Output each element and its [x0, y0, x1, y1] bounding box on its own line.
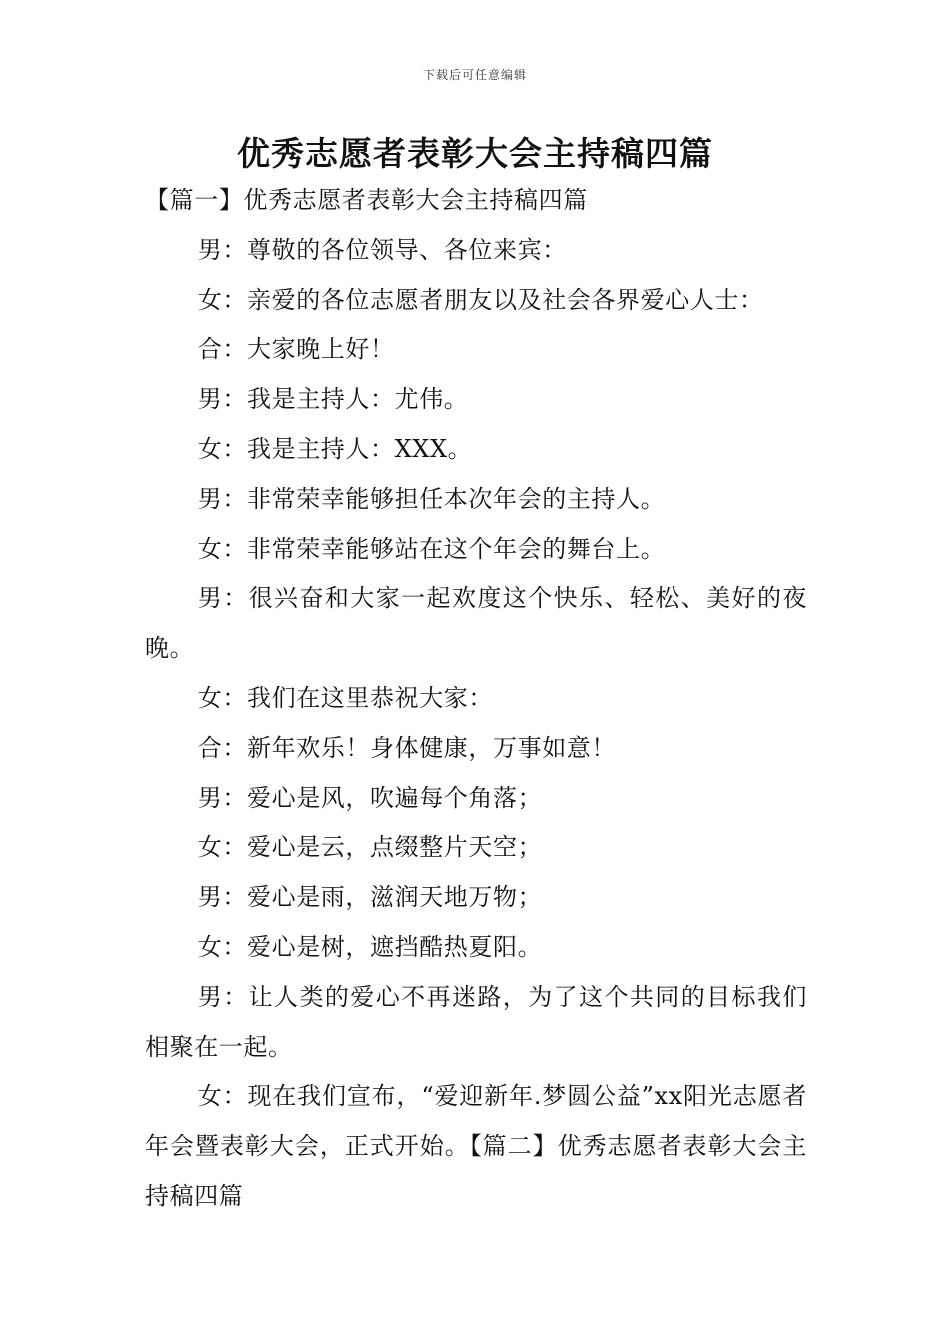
document-title: 优秀志愿者表彰大会主持稿四篇 — [237, 134, 713, 173]
paragraph: 男：很兴奋和大家一起欢度这个快乐、轻松、美好的夜晚。 — [145, 584, 807, 663]
paragraph: 男：我是主持人：尤伟。 — [197, 385, 469, 414]
paragraph: 女：非常荣幸能够站在这个年会的舞台上。 — [197, 534, 666, 563]
paragraph: 女：亲爱的各位志愿者朋友以及社会各界爱心人士： — [197, 285, 764, 314]
paragraph: 男：尊敬的各位领导、各位来宾： — [197, 235, 567, 264]
paragraph: 女：我是主持人：XXX。 — [197, 434, 473, 463]
paragraph: 男：非常荣幸能够担任本次年会的主持人。 — [197, 484, 666, 513]
header-note: 下载后可任意编辑 — [422, 68, 527, 82]
paragraph: 女：我们在这里恭祝大家： — [197, 683, 493, 712]
paragraph: 男：爱心是雨，滋润天地万物； — [197, 883, 543, 912]
section-heading: 【篇一】优秀志愿者表彰大会主持稿四篇 — [145, 186, 588, 214]
paragraph: 合：新年欢乐！身体健康，万事如意！ — [197, 733, 616, 762]
paragraph: 女：爱心是云，点缀整片天空； — [197, 833, 543, 862]
paragraph: 合：大家晚上好！ — [197, 335, 395, 364]
paragraph: 女：现在我们宣布，“爱迎新年.梦圆公益”xx阳光志愿者年会暨表彰大会，正式开始。【篇二】优秀志愿者表彰大会主持稿四篇 — [145, 1082, 807, 1210]
paragraph: 女：爱心是树，遮挡酷热夏阳。 — [197, 932, 543, 961]
document-body — [145, 176, 807, 1222]
paragraph: 男：爱心是风，吹遍每个角落； — [197, 783, 543, 812]
paragraph: 男：让人类的爱心不再迷路，为了这个共同的目标我们相聚在一起。 — [145, 982, 807, 1061]
